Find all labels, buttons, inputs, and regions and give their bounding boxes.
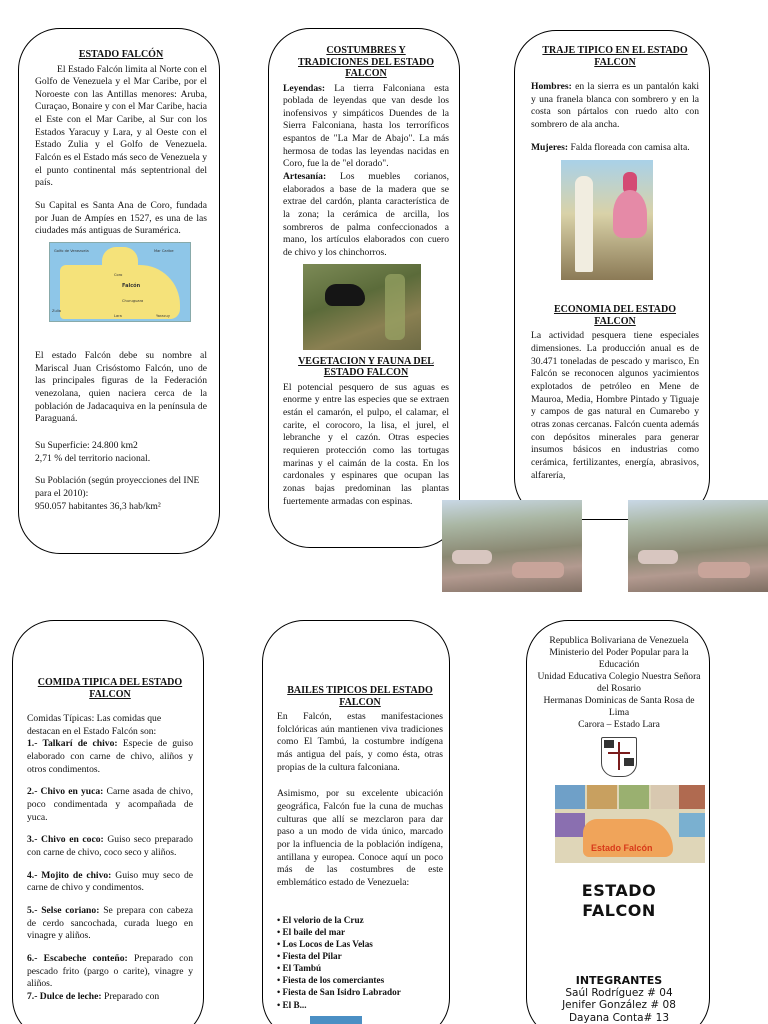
food-item-label: 5.- Selse coriano: <box>27 904 100 916</box>
panel-title: TRAJE TIPICO EN EL ESTADO FALCON <box>542 45 688 68</box>
woman-skirt-shape <box>613 190 647 238</box>
vegetation-title: VEGETACION Y FAUNA DEL ESTADO FALCON <box>298 355 434 379</box>
festival-item: • El velorio de la Cruz <box>277 914 443 926</box>
map-label: Golfo de Venezuela <box>54 249 89 254</box>
panel-portada <box>526 620 710 1024</box>
panel-title: ESTADO FALCÓN <box>78 49 164 60</box>
cover-title <box>535 881 703 922</box>
vegetation-paragraph: El potencial pesquero de sus aguas es enorme y entre las especies que se extraen están el camarón, el pulpo, el calamar, el carite, el corocoro, la lisa, el jurel, el lebranche y el cazón. Otras especies requieren protección como las tortugas marinas y el caimán de la costa. En los cardonales y espinares que ocupan las zonas bajas predominan las plantas fuertemente armadas con espinas. <box>283 381 449 507</box>
man-dancer-shape <box>575 176 593 272</box>
women-label: Mujeres: <box>531 141 569 153</box>
population-density-line: 950.057 habitantes 36,3 hab/km² <box>35 500 161 512</box>
institution-line: Carora – Estado Lara <box>578 718 660 730</box>
food-item-text: Especie de guiso elaborado con carne de chivo, aliños y otros condimentos. <box>27 738 193 775</box>
map-label: Coro <box>114 273 123 278</box>
map-label: Yaracuy <box>156 314 170 319</box>
festival-item: • Fiesta de San Isidro Labrador <box>277 986 443 998</box>
men-label: Hombres: <box>531 81 572 92</box>
food-item <box>27 905 193 943</box>
map-peninsula-shape <box>102 247 138 271</box>
legends-paragraph <box>283 83 449 172</box>
area-percent-line: 2,71 % del territorio nacional. <box>35 452 151 464</box>
crafts-text: Los muebles corianos, elaborados a base de la madera que se extrae del cardón, planta característica de la zona; la cerámica de arcilla, los sombreros de palma confeccionados a mano, los artículos elaborados con cuero de chivo y los chinchorros. <box>283 171 449 259</box>
member-name: Dayana Conta# 13 <box>568 1012 670 1024</box>
food-item-label: 7.- Dulce de leche: <box>27 990 102 1002</box>
festival-item: • Los Locos de Las Velas <box>277 938 443 950</box>
panel-comida <box>12 620 204 1024</box>
economy-paragraph: La actividad pesquera tiene especiales dimensiones. La producción anual es de 30.471 toneladas de pescado y marisco, En Falcón se reconocen algunos yacimientos explotados de petróleo en Mene de Mauroa, Media, Hombre Pintado y Tiguaje y campos de gas natural en Cumarebo y otras zonas cercanas. Falcón cuenta además con depósitos minerales para generar insumos básicos en industrias como cerámica, fertilizantes, energía, abrasivos, alfarería, <box>531 330 699 481</box>
festival-item: • El Tambú <box>277 962 443 974</box>
food-item <box>27 786 193 824</box>
food-item <box>27 953 193 991</box>
crafts-label: Artesanía: <box>283 171 327 183</box>
institution-line: Ministerio del Poder Popular para la Educación <box>549 646 689 670</box>
map-label: Churuguara <box>122 299 144 304</box>
women-costume-paragraph <box>531 142 699 155</box>
crafts-paragraph <box>283 171 449 260</box>
dances-paragraph-1: En Falcón, estas manifestaciones folclóricas aún mantienen viva tradiciones como El Tambú, la costumbre indígena más antigua del país, y como ésta, otras propias de la cultura falconiana. <box>277 711 443 773</box>
landscape-photo <box>442 500 582 592</box>
food-item <box>27 738 193 776</box>
name-origin-paragraph: El estado Falcón debe su nombre al Mariscal Juan Crisóstomo Falcón, uno de las principales figuras de la Federación venezolana, quien naciera cerca de la población de Jadacaquiva en la península de Paraguaná. <box>35 350 207 425</box>
festival-item: • El baile del mar <box>277 926 443 938</box>
food-item-text: Guiso muy seco de carne de chivo y condimentos. <box>27 869 194 894</box>
food-item <box>27 870 193 895</box>
food-item-label: 6.- Escabeche conteño: <box>27 952 128 964</box>
school-crest-icon <box>601 737 637 777</box>
legends-label: Leyendas: <box>283 82 326 94</box>
goat-shape <box>325 284 365 306</box>
legends-text: La tierra Falconiana esta poblada de leyendas que van desde los inofensivos y simpáticos Duendes de la Sierra Falconiana, hasta los terroríficos espantos de "La Mar de Abajo". La más hermosa de todas las leyendas nacidas en Coro, fue la de "el dorado". <box>283 82 449 170</box>
institution-line: Unidad Educativa Colegio Nuestra Señora del Rosario <box>537 670 701 694</box>
food-item-label: 1.- Talkarí de chivo: <box>27 738 118 750</box>
food-item-label: 4.- Mojito de chivo: <box>27 869 112 881</box>
food-item <box>27 834 193 859</box>
capital-paragraph: Su Capital es Santa Ana de Coro, fundada por Juan de Ampíes en 1527, es una de las ciudades más antiguas de Suramérica. <box>35 200 207 237</box>
map-label: Zulia <box>52 309 61 314</box>
panel-traje-economia <box>514 30 710 520</box>
partial-photo <box>310 1016 362 1024</box>
map-label: Falcón <box>122 283 141 290</box>
women-text: Falda floreada con camisa alta. <box>570 141 690 153</box>
food-item <box>27 991 193 1004</box>
economy-title: ECONOMIA DEL ESTADO FALCON <box>553 304 677 327</box>
food-item-label: 2.- Chivo en yuca: <box>27 786 104 798</box>
food-item-text: Guiso seco preparado con carne de chivo, coco seco y aliños. <box>27 834 193 858</box>
falcon-map <box>49 242 191 322</box>
area-line: Su Superficie: 24.800 km2 <box>35 439 138 451</box>
member-name: Saúl Rodríguez # 04 <box>565 986 673 999</box>
men-text: en la sierra es un pantalón kaki y una franela blanca con sombrero y en la costa son pártalos con ruedo alto con sombrero de ala ancha. <box>531 81 699 130</box>
festival-item: • El B... <box>277 999 443 1011</box>
festival-item: • Fiesta de los comerciantes <box>277 974 443 986</box>
collage-caption: Estado Falcón <box>591 842 653 853</box>
institution-line: Hermanas Dominicas de Santa Rosa de Lima <box>543 694 695 718</box>
map-label: Mar Caribe <box>154 249 174 254</box>
cactus-shape <box>385 274 405 340</box>
population-line: Su Población (según proyecciones del INE para el 2010): <box>35 475 200 499</box>
panel-title: COSTUMBRES Y TRADICIONES DEL ESTADO FALCON <box>298 45 434 79</box>
festival-item: • Fiesta del Pilar <box>277 950 443 962</box>
food-item-text: Preparado con pescado frito (pargo o carite), vinagre y aliños. <box>27 952 193 990</box>
members-title: INTEGRANTES <box>575 973 663 987</box>
panel-costumbres <box>268 28 460 548</box>
falcon-collage-image <box>555 785 705 863</box>
landscape-photo <box>628 500 768 592</box>
panel-title: COMIDA TIPICA DEL ESTADO FALCON <box>37 677 183 700</box>
intro-paragraph: El Estado Falcón limita al Norte con el Golfo de Venezuela y el Mar Caribe, por el Noroeste con las Antillas menores: Aruba, Curaçao, Bonaire y con el Mar Caribe, hacia el Este con el Mar Caribe, al Sur con los Estados Yaracuy y Lara, y al Oeste con el Estado Zulia y el Golfo de Venezuela. Falcón es el Estado más seco de Venezuela y el punto continental más septentrional del país. <box>35 63 207 189</box>
cover-title-line: FALCON <box>582 901 656 921</box>
food-item-text: Se prepara con cabeza de cerdo sancochada, curada luego en vinagre y aliños. <box>27 904 193 942</box>
institution-line: Republica Bolivariana de Venezuela <box>549 635 689 646</box>
dancers-photo <box>561 160 653 280</box>
food-intro: Comidas Típicas: Las comidas que destacan en el Estado Falcón son: <box>27 713 162 737</box>
member-name: Jenifer González # 08 <box>562 999 676 1012</box>
map-label: Lara <box>114 314 122 319</box>
food-item-label: 3.- Chivo en coco: <box>27 834 104 846</box>
goat-photo <box>303 264 421 350</box>
panel-estado-falcon <box>18 28 220 554</box>
festival-list <box>277 914 443 1011</box>
panel-title: BAILES TIPICOS DEL ESTADO FALCON <box>287 685 433 708</box>
men-costume-paragraph <box>531 81 699 132</box>
food-item-text: Carne asada de chivo, poco condimentada y acompañada de yuca. <box>27 786 193 823</box>
food-item-text: Preparado con <box>104 990 160 1002</box>
dances-paragraph-2: Asimismo, por su excelente ubicación geográfica, Falcón fue la cuna de muchas culturas que allí se mezclaron para dar paso a un modo de vida único, marcado por la influencia de la población indígena, antillana y europea. Conoce aquí un poco más de las costumbres de este emblemático estado de Venezuela: <box>277 788 443 888</box>
panel-bailes <box>262 620 450 1024</box>
cover-title-line: ESTADO <box>581 880 657 900</box>
